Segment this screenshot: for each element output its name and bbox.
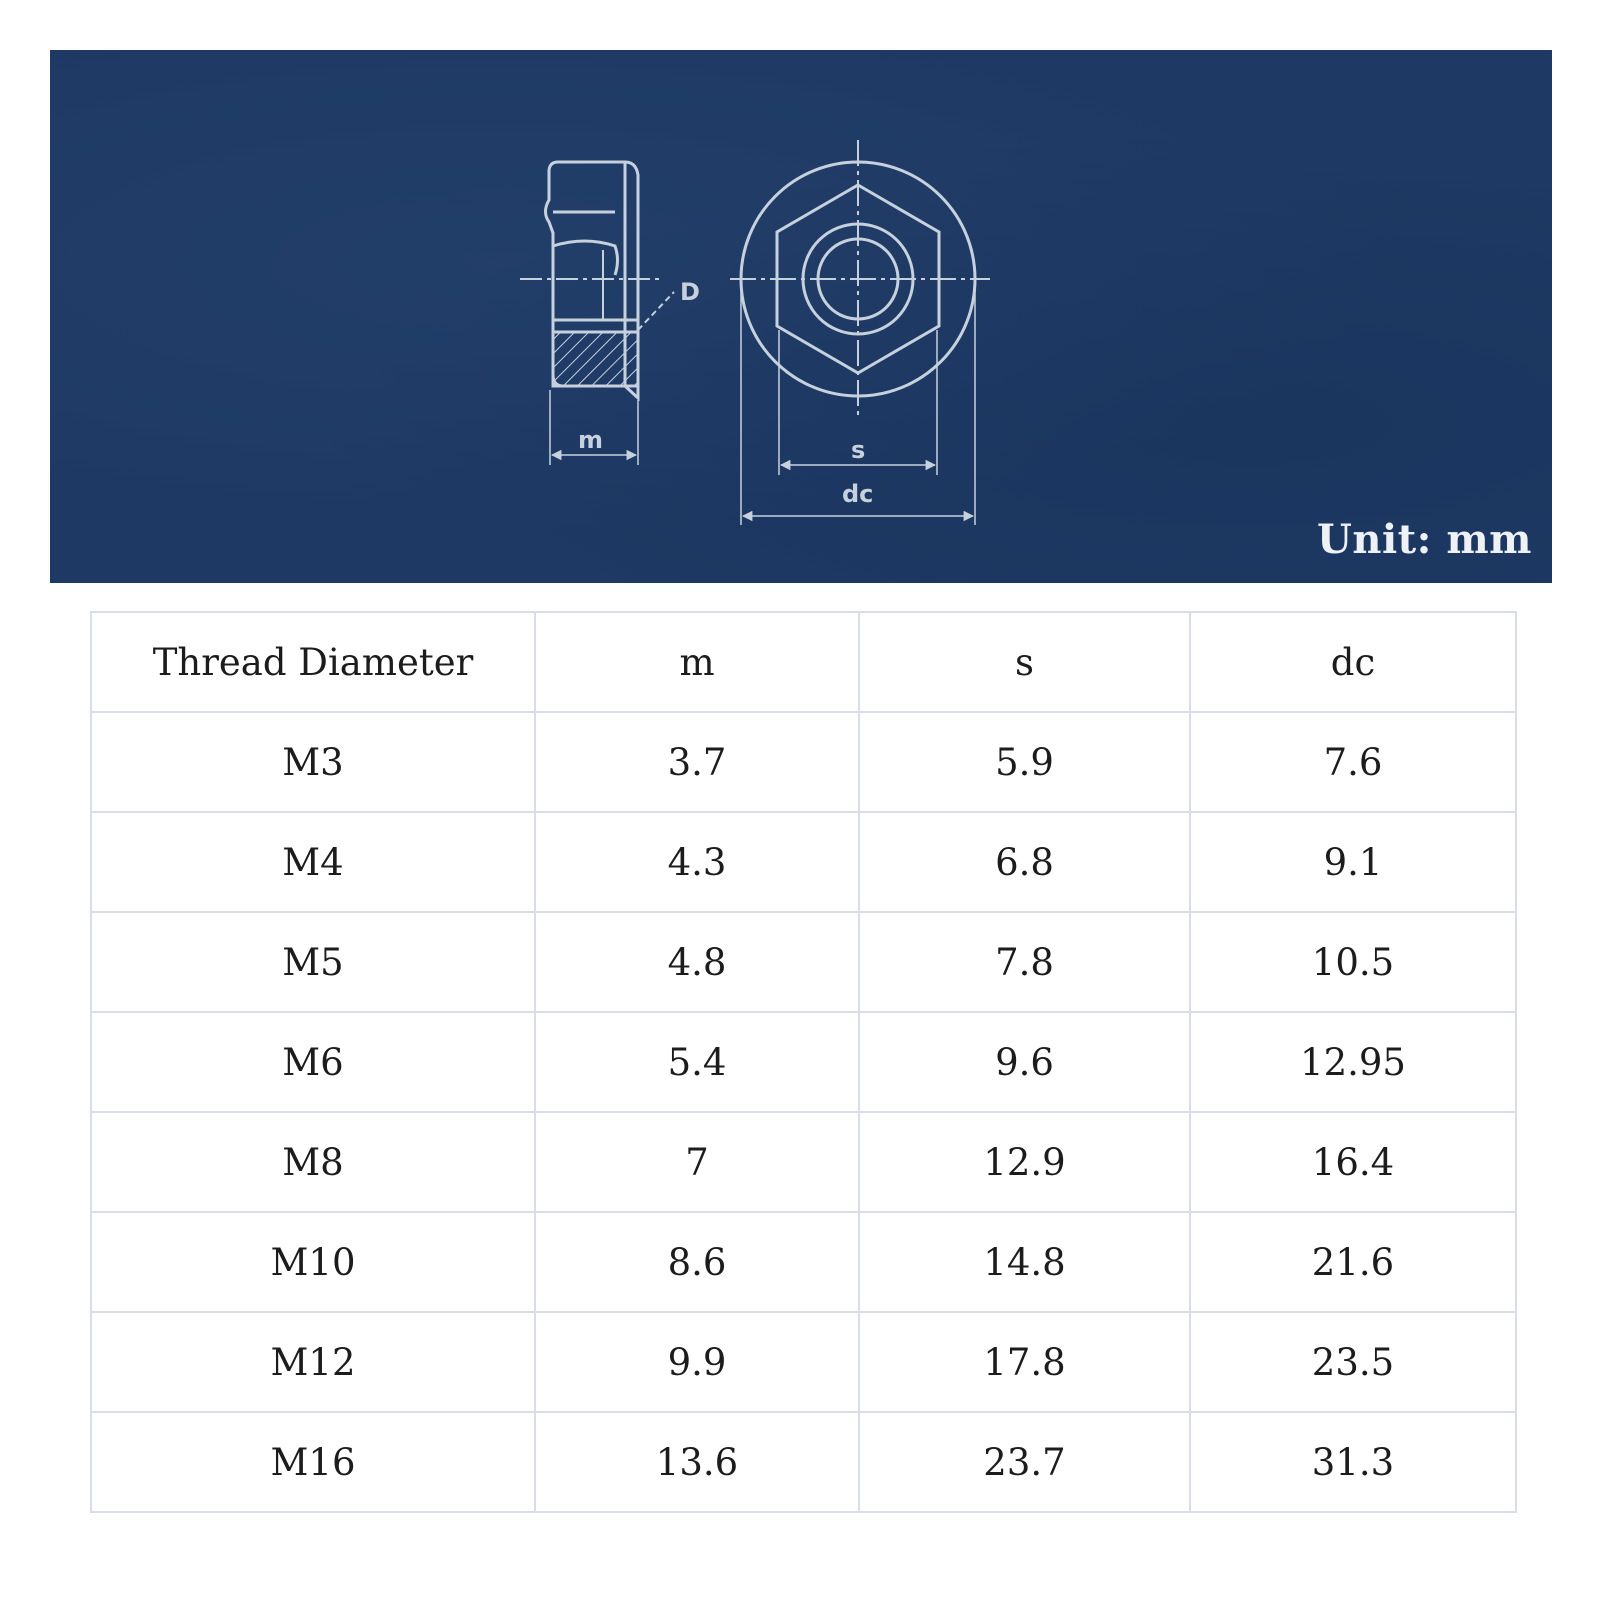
m-label: m [578, 426, 604, 454]
dimension-drawing-banner [50, 50, 1552, 583]
s-label: s [851, 436, 866, 464]
cell-s: 17.8 [859, 1312, 1190, 1412]
d-leader-line [638, 292, 674, 330]
table-row [91, 1412, 1516, 1512]
cell-s: 9.6 [859, 1012, 1190, 1112]
cell-thread-diameter: M5 [91, 912, 535, 1012]
table-row [91, 812, 1516, 912]
cell-m: 9.9 [535, 1312, 859, 1412]
cell-dc: 21.6 [1190, 1212, 1516, 1312]
table-row [91, 912, 1516, 1012]
cell-thread-diameter: M6 [91, 1012, 535, 1112]
cell-s: 7.8 [859, 912, 1190, 1012]
header-s: s [859, 612, 1190, 712]
cell-thread-diameter: M12 [91, 1312, 535, 1412]
cell-thread-diameter: M4 [91, 812, 535, 912]
cell-dc: 23.5 [1190, 1312, 1516, 1412]
dimension-table [90, 611, 1517, 1513]
cell-s: 12.9 [859, 1112, 1190, 1212]
flange-nut-technical-drawing [50, 50, 1552, 583]
table-row [91, 1312, 1516, 1412]
cell-s: 6.8 [859, 812, 1190, 912]
header-thread-diameter: Thread Diameter [91, 612, 535, 712]
cell-thread-diameter: M16 [91, 1412, 535, 1512]
cell-s: 5.9 [859, 712, 1190, 812]
dc-label: dc [842, 480, 874, 508]
cell-dc: 9.1 [1190, 812, 1516, 912]
cell-dc: 16.4 [1190, 1112, 1516, 1212]
header-dc: dc [1190, 612, 1516, 712]
cell-dc: 31.3 [1190, 1412, 1516, 1512]
table-row [91, 712, 1516, 812]
cell-m: 3.7 [535, 712, 859, 812]
cell-m: 4.8 [535, 912, 859, 1012]
cell-m: 13.6 [535, 1412, 859, 1512]
table-row [91, 1112, 1516, 1212]
table-header-row [91, 612, 1516, 712]
cell-s: 23.7 [859, 1412, 1190, 1512]
header-m: m [535, 612, 859, 712]
cell-dc: 7.6 [1190, 712, 1516, 812]
cell-thread-diameter: M3 [91, 712, 535, 812]
cell-thread-diameter: M8 [91, 1112, 535, 1212]
cell-thread-diameter: M10 [91, 1212, 535, 1312]
cell-dc: 10.5 [1190, 912, 1516, 1012]
cell-m: 5.4 [535, 1012, 859, 1112]
table-row [91, 1012, 1516, 1112]
cell-m: 7 [535, 1112, 859, 1212]
unit-label: Unit: mm [1317, 516, 1532, 563]
cell-dc: 12.95 [1190, 1012, 1516, 1112]
d-label: D [680, 278, 700, 306]
cell-s: 14.8 [859, 1212, 1190, 1312]
table-row [91, 1212, 1516, 1312]
cell-m: 8.6 [535, 1212, 859, 1312]
cell-m: 4.3 [535, 812, 859, 912]
